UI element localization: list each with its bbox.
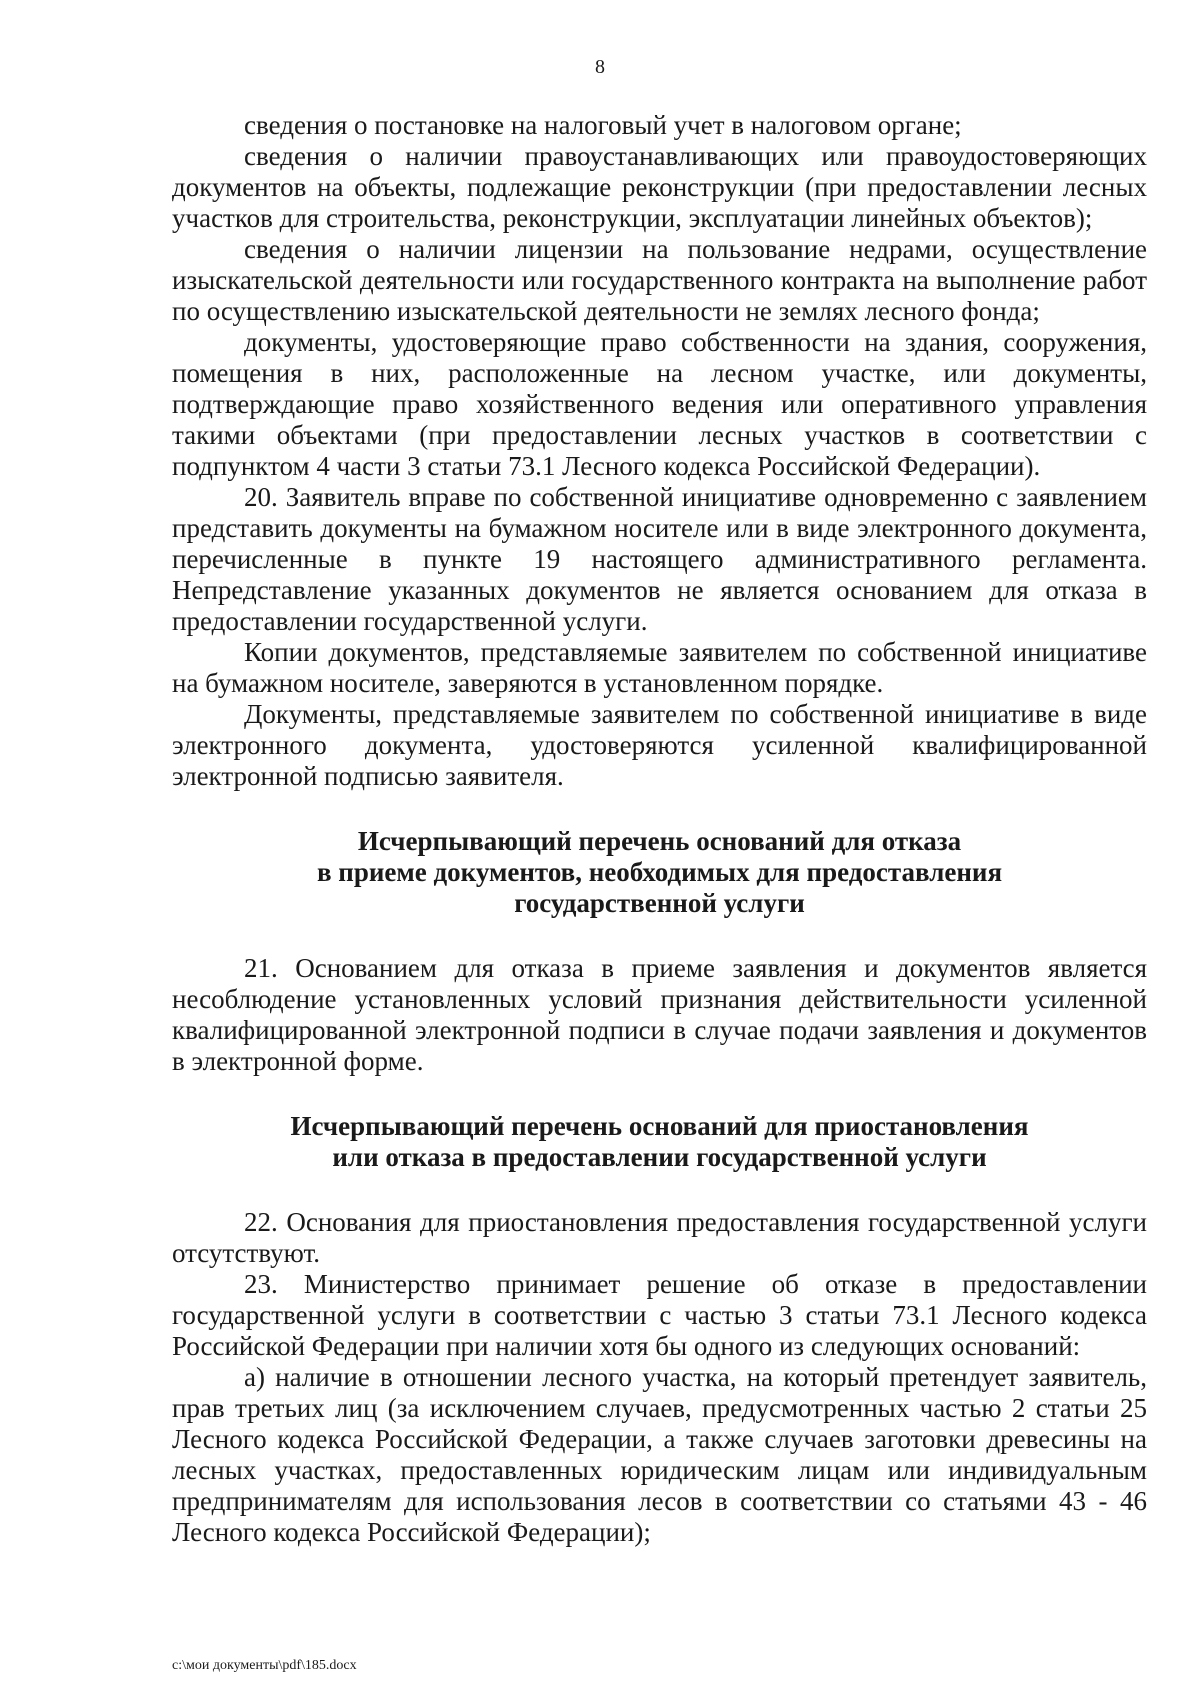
document-body [172, 110, 1147, 1548]
paragraph: Документы, представляемые заявителем по собственной инициативе в виде электронного документа, удостоверяются усиленной квалифицированной электронной подписью заявителя. [172, 699, 1147, 791]
page-number: 8 [595, 56, 605, 78]
section-heading-refusal-documents: Исчерпывающий перечень оснований для отказа в приеме документов, необходимых для предоставления государственной услуги [316, 826, 1003, 918]
paragraph-item-20: 20. Заявитель вправе по собственной инициативе одновременно с заявлением представить документы на бумажном носителе или в виде электронного документа, перечисленные в пункте 19 настоящего административного регламента. Непредставление указанных документов не является основанием для отказа в предоставлении государственной услуги. [172, 482, 1147, 636]
paragraph: сведения о постановке на налоговый учет в налоговом органе; [244, 110, 962, 140]
paragraph: сведения о наличии правоустанавливающих или правоудостоверяющих документов на объекты, подлежащие реконструкции (при предоставлении лесных участков для строительства, реконструкции, эксплуатации линейных объектов); [172, 141, 1147, 233]
paragraph: документы, удостоверяющие право собственности на здания, сооружения, помещения в них, расположенные на лесном участке, или документы, подтверждающие право хозяйственного ведения или оперативного управления такими объектами (при предоставлении лесных участков в соответствии с подпунктом 4 части 3 статьи 73.1 Лесного кодекса Российской Федерации). [172, 327, 1147, 481]
paragraph: Копии документов, представляемые заявителем по собственной инициативе на бумажном носителе, заверяются в установленном порядке. [172, 637, 1147, 698]
paragraph-item-22: 22. Основания для приостановления предоставления государственной услуги отсутствуют. [172, 1207, 1147, 1268]
footer-file-path: c:\мои документы\pdf\185.docx [172, 1658, 357, 1673]
paragraph-item-23: 23. Министерство принимает решение об отказе в предоставлении государственной услуги в соответствии с частью 3 статьи 73.1 Лесного кодекса Российской Федерации при наличии хотя бы одного из следующих оснований: [172, 1269, 1147, 1361]
paragraph: сведения о наличии лицензии на пользование недрами, осуществление изыскательской деятельности или государственного контракта на выполнение работ по осуществлению изыскательской деятельности не землях лесного фонда; [172, 234, 1147, 326]
section-heading-suspension-refusal: Исчерпывающий перечень оснований для приостановления или отказа в предоставлении государственной услуги [290, 1111, 1029, 1172]
paragraph-item-21: 21. Основанием для отказа в приеме заявления и документов является несоблюдение установленных условий признания действительности усиленной квалифицированной электронной подписи в случае подачи заявления и документов в электронной форме. [172, 953, 1147, 1076]
paragraph-subitem-a: а) наличие в отношении лесного участка, на который претендует заявитель, прав третьих лиц (за исключением случаев, предусмотренных частью 2 статьи 25 Лесного кодекса Российской Федерации, а также случаев заготовки древесины на лесных участках, предоставленных юридическим лицам или индивидуальным предпринимателям для использования лесов в соответствии со статьями 43 - 46 Лесного кодекса Российской Федерации); [172, 1362, 1147, 1547]
